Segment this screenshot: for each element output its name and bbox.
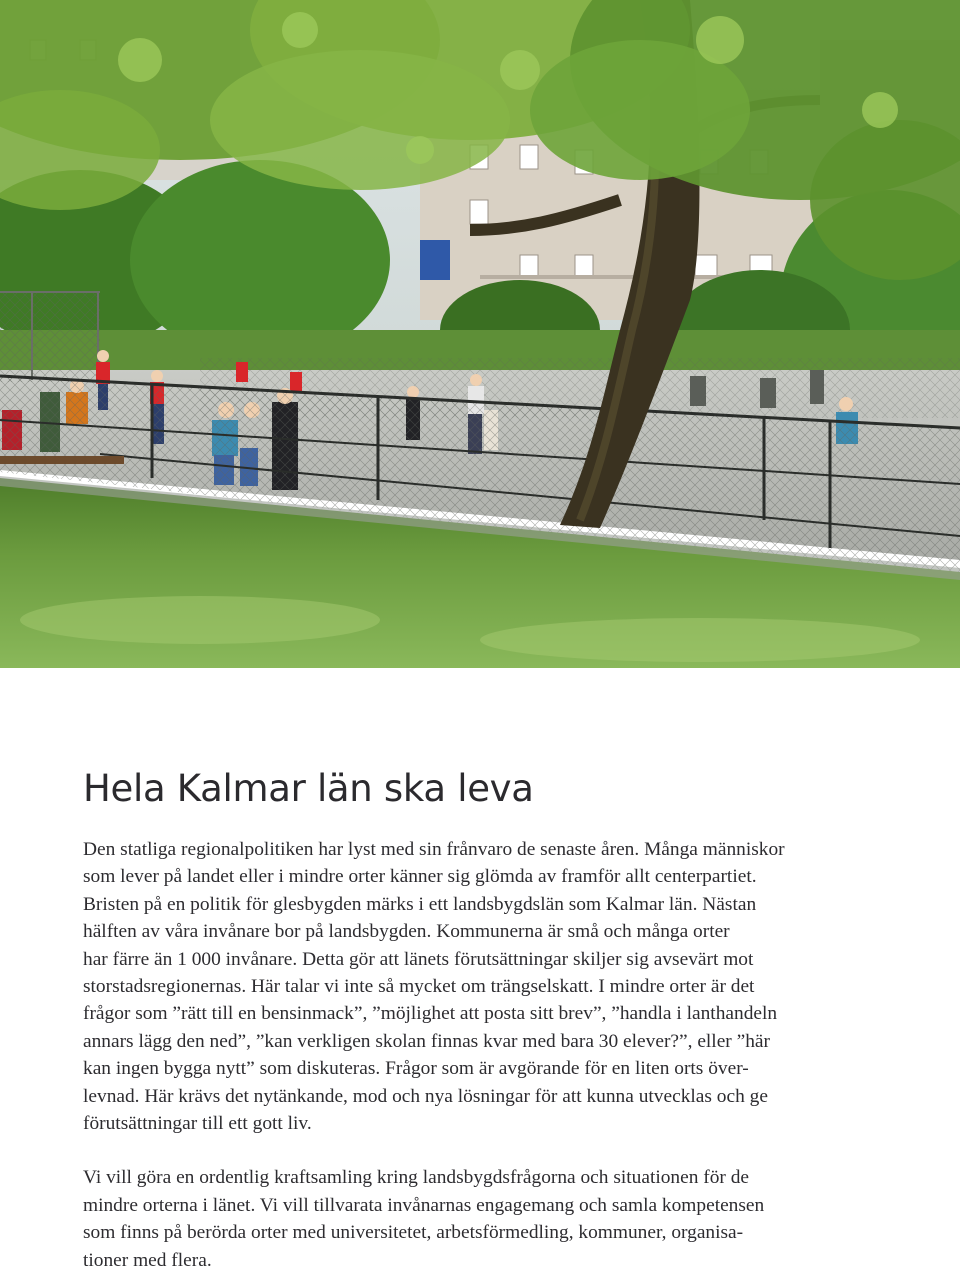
article-title: Hela Kalmar län ska leva bbox=[83, 767, 534, 810]
article bbox=[83, 762, 883, 1274]
article-paragraph-2: Vi vill göra en ordentlig kraftsamling kring landsbygdsfrågorna och situationen för de mindre orterna i länet. Vi vill tillvarata invånarnas engagemang och samla kompetensen som finns på berörda orter med universitetet, arbetsförmedling, kommuner, organisa- tioner med flera. bbox=[83, 1167, 765, 1271]
article-paragraph-1: Den statliga regionalpolitiken har lyst med sin frånvaro de senaste åren. Många människor som lever på landet eller i mindre orter känner sig glömda av framför allt centerpartiet. Bristen på en politik för glesbygden märks i ett landsbygdslän som Kalmar län. Nästan hälften av våra invånare bor på landsbygden. Kommunerna är små och många orter har färre än 1 000 invånare. Detta gör att länets förutsättningar skiljer sig avsevärt mot storstadsregionernas. Här talar vi inte så mycket om trängselskatt. I mindre orter är det frågor som ”rätt till en bensinmack”, ”möjlighet att posta sitt brev”, ”handla i lanthandeln annars lägg den ned”, ”kan verkligen skolan finnas kvar med bara 30 elever?”, eller ”här kan ingen bygga nytt” som diskuteras. Frågor som är avgörande för en liten orts över- levnad. Här krävs det nytänkande, mod och nya lösningar för att kunna utvecklas och ge förutsättningar till ett gott liv. bbox=[83, 839, 785, 1135]
